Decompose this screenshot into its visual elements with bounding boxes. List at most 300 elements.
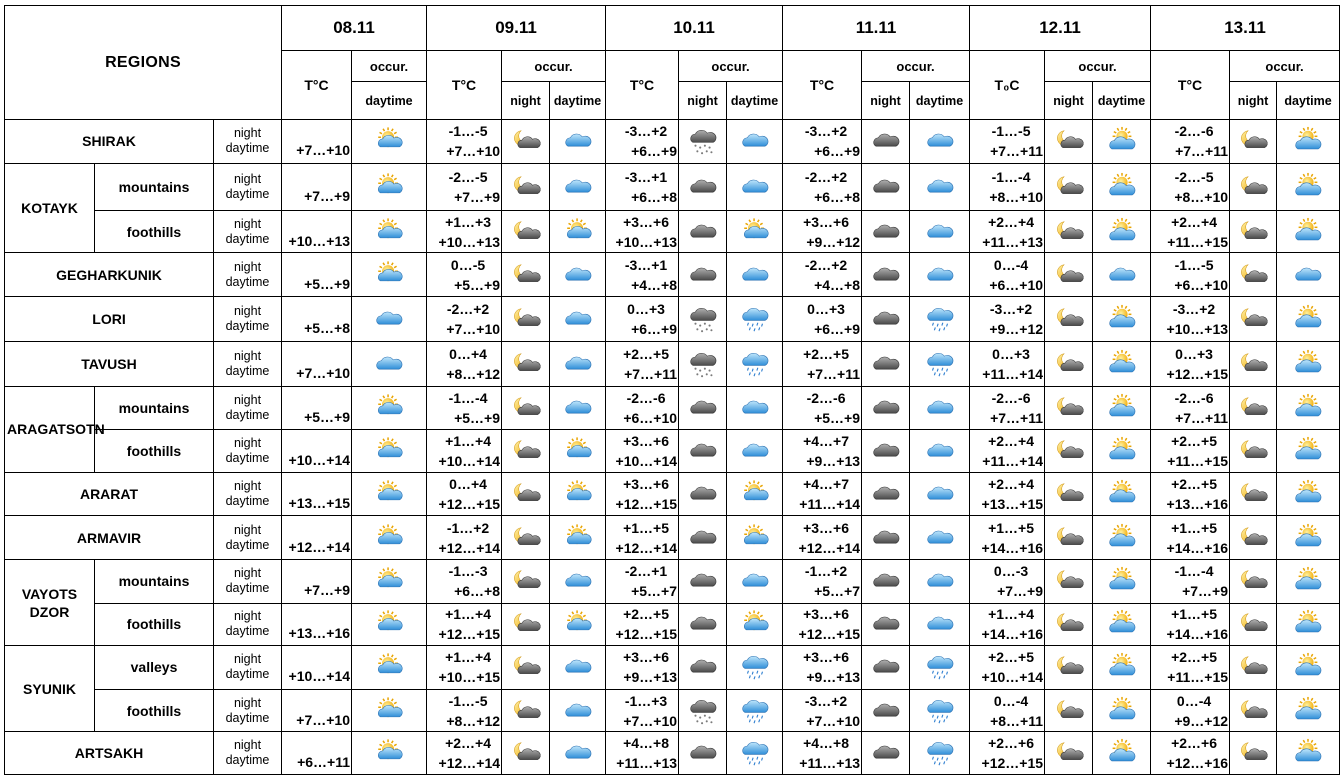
- icon-cell: [910, 342, 970, 387]
- subregion-name: mountains: [95, 559, 214, 603]
- forecast-table: [4, 5, 1340, 775]
- moon-cloud-icon: [1230, 217, 1276, 247]
- cloud-sun-icon: [1277, 349, 1339, 379]
- daytime-label: daytime: [225, 407, 270, 422]
- day-temp: +7…+11: [1175, 143, 1229, 160]
- moon-cloud-icon: [502, 566, 549, 596]
- day-temp: +12…+15: [798, 626, 861, 643]
- cloud-dark-icon: [862, 393, 909, 423]
- icon-cell: [910, 559, 970, 603]
- snow-cloud-icon: [679, 126, 726, 156]
- temp-header-5: T°C: [1151, 51, 1230, 120]
- icon-cell: [727, 211, 783, 253]
- icon-cell: [862, 603, 910, 646]
- icon-cell: [1277, 689, 1340, 732]
- night-temp: -3…+2: [804, 692, 848, 709]
- rain-cloud-icon: [910, 349, 969, 379]
- icon-cell: [352, 297, 427, 342]
- icon-cell: [727, 252, 783, 297]
- temp-cell: [282, 342, 352, 387]
- icon-cell: [1277, 516, 1340, 560]
- cloud-dark-icon: [679, 523, 726, 553]
- icon-cell: [352, 120, 427, 164]
- temp-cell: [282, 516, 352, 560]
- icon-cell: [550, 386, 606, 430]
- day-temp: +11…+15: [1167, 233, 1229, 250]
- icon-cell: [679, 646, 727, 690]
- night-label: night: [233, 304, 262, 319]
- cloud-sun-icon: [1277, 566, 1339, 596]
- moon-cloud-icon: [1045, 217, 1092, 247]
- moon-cloud-icon: [1230, 304, 1276, 334]
- temp-cell: [282, 603, 352, 646]
- date-header-4: 12.11: [970, 6, 1151, 51]
- day-temp: +11…+14: [982, 365, 1044, 382]
- night-temp: +2…+5: [623, 345, 669, 362]
- icon-cell: [1045, 252, 1093, 297]
- cloud-sun-icon: [1093, 652, 1150, 682]
- temp-cell: [783, 689, 862, 732]
- occur-header-4: occur.: [1045, 51, 1151, 82]
- temp-cell: [427, 559, 502, 603]
- icon-cell: [1230, 120, 1277, 164]
- temp-cell: [282, 120, 352, 164]
- cloud-sun-icon: [1277, 652, 1339, 682]
- night-temp: 0…+3: [992, 345, 1030, 362]
- day-temp: +6…+10: [1174, 276, 1229, 293]
- cloud-blue-icon: [550, 696, 605, 726]
- temp-cell: [606, 120, 679, 164]
- icon-cell: [727, 472, 783, 516]
- day-temp: +12…+14: [288, 538, 351, 555]
- subregion-name: foothills: [95, 689, 214, 732]
- day-temp: +12…+14: [438, 539, 501, 556]
- day-temp: +7…+11: [990, 409, 1044, 426]
- icon-cell: [910, 297, 970, 342]
- icon-cell: [502, 297, 550, 342]
- night-daytime-label: [214, 120, 282, 164]
- temp-cell: [783, 430, 862, 473]
- icon-cell: [1230, 603, 1277, 646]
- cloud-blue-icon: [550, 172, 605, 202]
- temp-cell: [783, 120, 862, 164]
- rain-cloud-icon: [910, 696, 969, 726]
- cloud-sun-icon: [1277, 696, 1339, 726]
- icon-cell: [1230, 689, 1277, 732]
- icon-cell: [502, 163, 550, 211]
- cloud-blue-icon: [727, 393, 782, 423]
- icon-cell: [1277, 732, 1340, 775]
- day-temp: +14…+16: [981, 626, 1044, 643]
- table-row: [5, 689, 1340, 732]
- day-temp: +11…+13: [799, 755, 861, 772]
- temp-header-3: T°C: [783, 51, 862, 120]
- forecast-body: [5, 120, 1340, 775]
- night-temp: +2…+4: [988, 433, 1034, 449]
- cloud-dark-icon: [679, 566, 726, 596]
- icon-cell: [550, 342, 606, 387]
- night-temp: 0…-4: [993, 692, 1029, 709]
- moon-cloud-icon: [1045, 696, 1092, 726]
- subregion-name: mountains: [95, 163, 214, 211]
- rain-cloud-icon: [910, 304, 969, 334]
- day-temp: +5…+9: [304, 275, 351, 292]
- night-temp: +1…+4: [445, 433, 491, 449]
- icon-cell: [679, 516, 727, 560]
- cloud-dark-icon: [862, 479, 909, 509]
- daytime-label: daytime: [225, 274, 270, 289]
- daytime-label: daytime: [225, 624, 270, 639]
- temp-cell: [282, 646, 352, 690]
- day-temp: +12…+14: [615, 539, 678, 556]
- day-temp: +10…+13: [438, 233, 501, 250]
- day-temp: +6…+9: [814, 143, 861, 160]
- night-daytime-label: [214, 472, 282, 516]
- night-label: night: [233, 738, 262, 753]
- cloud-blue-icon: [550, 652, 605, 682]
- icon-cell: [1093, 120, 1151, 164]
- daytime-label: daytime: [225, 753, 270, 768]
- moon-cloud-icon: [1045, 393, 1092, 423]
- temp-cell: [783, 516, 862, 560]
- icon-cell: [1045, 163, 1093, 211]
- night-temp: -1…+2: [446, 519, 490, 536]
- icon-cell: [502, 732, 550, 775]
- night-temp: -3…+2: [804, 123, 848, 140]
- night-temp: -2…+2: [804, 256, 848, 273]
- icon-cell: [1093, 297, 1151, 342]
- cloud-sun-icon: [1277, 738, 1339, 768]
- night-label: night: [233, 609, 262, 624]
- day-temp: +10…+14: [981, 669, 1044, 686]
- icon-cell: [910, 603, 970, 646]
- cloud-sun-icon: [1277, 479, 1339, 509]
- night-label: night: [233, 259, 262, 274]
- icon-cell: [1277, 646, 1340, 690]
- temp-cell: [970, 516, 1045, 560]
- icon-cell: [352, 430, 427, 473]
- cloud-dark-icon: [862, 436, 909, 466]
- moon-cloud-icon: [502, 696, 549, 726]
- cloud-sun-icon: [1093, 436, 1150, 466]
- moon-cloud-icon: [502, 738, 549, 768]
- day-temp: +7…+10: [623, 712, 678, 729]
- temp-cell: [1151, 732, 1230, 775]
- icon-cell: [1093, 252, 1151, 297]
- cloud-blue-icon: [727, 260, 782, 290]
- temp-header-1: T°C: [427, 51, 502, 120]
- sun-cloud-icon: [352, 217, 426, 247]
- icon-cell: [862, 163, 910, 211]
- day-temp: +10…+14: [288, 668, 351, 685]
- temp-cell: [783, 559, 862, 603]
- date-header-1: 09.11: [427, 6, 606, 51]
- night-temp: -1…-5: [1174, 256, 1214, 273]
- night-temp: 0…+4: [449, 345, 487, 362]
- night-daytime-label: [214, 689, 282, 732]
- date-header-3: 11.11: [783, 6, 970, 51]
- night-temp: +3…+6: [803, 519, 849, 536]
- temp-cell: [427, 163, 502, 211]
- icon-cell: [1093, 603, 1151, 646]
- icon-cell: [352, 211, 427, 253]
- region-name: VAYOTS DZOR: [5, 559, 95, 645]
- cloud-dark-icon: [862, 738, 909, 768]
- icon-cell: [727, 689, 783, 732]
- night-temp: +1…+4: [445, 649, 491, 666]
- temp-cell: [1151, 559, 1230, 603]
- cloud-dark-icon: [862, 566, 909, 596]
- region-name: TAVUSH: [5, 342, 214, 387]
- icon-cell: [679, 689, 727, 732]
- cloud-sun-icon: [1093, 304, 1150, 334]
- moon-cloud-icon: [1230, 609, 1276, 639]
- icon-cell: [862, 559, 910, 603]
- icon-cell: [679, 386, 727, 430]
- cloud-dark-icon: [862, 260, 909, 290]
- temp-cell: [606, 472, 679, 516]
- temp-header-0: T°C: [282, 51, 352, 120]
- night-temp: -2…-6: [806, 389, 846, 406]
- cloud-dark-icon: [862, 304, 909, 334]
- night-temp: 0…-4: [1176, 692, 1212, 709]
- night-daytime-label: [214, 163, 282, 211]
- night-temp: -2…+2: [446, 301, 490, 318]
- icon-cell: [1277, 252, 1340, 297]
- temp-cell: [1151, 516, 1230, 560]
- temp-cell: [1151, 689, 1230, 732]
- temp-cell: [282, 559, 352, 603]
- day-temp: +10…+14: [288, 452, 351, 468]
- day-temp: +10…+13: [615, 233, 678, 250]
- temp-cell: [606, 689, 679, 732]
- day-temp: +7…+9: [1182, 583, 1229, 600]
- icon-cell: [862, 386, 910, 430]
- cloud-dark-icon: [862, 652, 909, 682]
- icon-cell: [727, 297, 783, 342]
- cloud-sun-icon: [1277, 393, 1339, 423]
- cloud-blue-icon: [910, 609, 969, 639]
- day-temp: +9…+12: [806, 233, 861, 250]
- night-temp: -1…-4: [448, 389, 488, 406]
- daytime-label: daytime: [225, 710, 270, 725]
- temp-cell: [606, 732, 679, 775]
- cloud-dark-icon: [862, 349, 909, 379]
- temp-cell: [282, 386, 352, 430]
- icon-cell: [550, 211, 606, 253]
- moon-cloud-icon: [1230, 172, 1276, 202]
- night-temp: 0…+4: [449, 476, 487, 493]
- night-label: night: [233, 479, 262, 494]
- cloud-blue-icon: [910, 126, 969, 156]
- night-label: night: [233, 348, 262, 363]
- sun-cloud-icon: [550, 436, 605, 466]
- night-temp: +1…+5: [1171, 519, 1217, 536]
- night-daytime-label: [214, 559, 282, 603]
- night-label: night: [233, 216, 262, 231]
- icon-cell: [1093, 211, 1151, 253]
- temp-cell: [427, 297, 502, 342]
- icon-cell: [910, 120, 970, 164]
- cloud-blue-icon: [727, 566, 782, 596]
- icon-cell: [352, 689, 427, 732]
- night-temp: 0…-3: [993, 563, 1029, 580]
- sun-cloud-icon: [352, 126, 426, 156]
- icon-cell: [1230, 430, 1277, 473]
- night-temp: +1…+4: [445, 606, 491, 623]
- icon-cell: [1045, 516, 1093, 560]
- icon-cell: [1277, 603, 1340, 646]
- night-temp: +2…+6: [1171, 735, 1217, 752]
- day-temp: +11…+15: [1167, 453, 1229, 469]
- regions-header: REGIONS: [5, 6, 282, 120]
- moon-cloud-icon: [502, 217, 549, 247]
- icon-cell: [1093, 430, 1151, 473]
- temp-cell: [783, 646, 862, 690]
- night-label: night: [233, 126, 262, 141]
- sun-cloud-icon: [352, 566, 426, 596]
- temp-cell: [606, 211, 679, 253]
- region-name: LORI: [5, 297, 214, 342]
- temp-cell: [783, 386, 862, 430]
- temp-cell: [427, 252, 502, 297]
- night-daytime-label: [214, 386, 282, 430]
- table-row: [5, 603, 1340, 646]
- daytime-header-1: daytime: [550, 82, 606, 120]
- icon-cell: [1093, 472, 1151, 516]
- region-name: GEGHARKUNIK: [5, 252, 214, 297]
- icon-cell: [910, 732, 970, 775]
- icon-cell: [550, 120, 606, 164]
- rain-cloud-icon: [727, 652, 782, 682]
- day-temp: +11…+14: [799, 496, 861, 513]
- day-temp: +6…+8: [814, 188, 861, 205]
- icon-cell: [1277, 386, 1340, 430]
- night-temp: +3…+6: [623, 476, 669, 493]
- icon-cell: [1277, 211, 1340, 253]
- cloud-sun-icon: [1093, 479, 1150, 509]
- daytime-header-0: daytime: [352, 82, 427, 120]
- temp-cell: [1151, 252, 1230, 297]
- icon-cell: [352, 342, 427, 387]
- icon-cell: [727, 163, 783, 211]
- sun-cloud-icon: [352, 172, 426, 202]
- icon-cell: [862, 732, 910, 775]
- night-temp: -1…+3: [624, 692, 668, 709]
- temp-cell: [1151, 342, 1230, 387]
- cloud-blue-icon: [1093, 260, 1150, 290]
- sun-cloud-icon: [727, 523, 782, 553]
- night-temp: -1…-5: [448, 692, 488, 709]
- day-temp: +6…+9: [631, 321, 678, 338]
- moon-cloud-icon: [1045, 609, 1092, 639]
- region-name: ARTSAKH: [5, 732, 214, 775]
- night-temp: -1…-3: [448, 563, 488, 580]
- icon-cell: [550, 689, 606, 732]
- icon-cell: [502, 472, 550, 516]
- cloud-dark-icon: [862, 609, 909, 639]
- night-temp: -2…-6: [626, 389, 666, 406]
- icon-cell: [727, 559, 783, 603]
- rain-cloud-icon: [727, 304, 782, 334]
- night-temp: 0…+3: [1175, 345, 1213, 362]
- moon-cloud-icon: [1045, 172, 1092, 202]
- icon-cell: [352, 252, 427, 297]
- night-temp: +1…+5: [623, 519, 669, 536]
- icon-cell: [550, 297, 606, 342]
- daytime-header-4: daytime: [1093, 82, 1151, 120]
- occur-header-5: occur.: [1230, 51, 1340, 82]
- icon-cell: [862, 120, 910, 164]
- table-row: [5, 211, 1340, 253]
- temp-cell: [427, 516, 502, 560]
- day-temp: +12…+14: [438, 755, 501, 772]
- temp-cell: [606, 603, 679, 646]
- temp-cell: [606, 516, 679, 560]
- icon-cell: [1277, 342, 1340, 387]
- night-temp: -2…-6: [991, 389, 1031, 406]
- temp-cell: [282, 430, 352, 473]
- cloud-dark-icon: [862, 696, 909, 726]
- icon-cell: [1277, 163, 1340, 211]
- temp-cell: [1151, 297, 1230, 342]
- temp-cell: [970, 603, 1045, 646]
- day-temp: +7…+10: [446, 321, 501, 338]
- night-temp: 0…-5: [450, 256, 486, 273]
- night-temp: -3…+1: [624, 168, 668, 185]
- region-name: KOTAYK: [5, 163, 95, 252]
- day-temp: +10…+14: [438, 453, 501, 469]
- icon-cell: [679, 120, 727, 164]
- night-label: night: [233, 695, 262, 710]
- cloud-sun-icon: [1093, 523, 1150, 553]
- cloud-dark-icon: [679, 738, 726, 768]
- table-row: [5, 430, 1340, 473]
- temp-cell: [282, 211, 352, 253]
- night-label: night: [233, 171, 262, 186]
- day-temp: +5…+9: [454, 409, 501, 426]
- moon-cloud-icon: [1230, 260, 1276, 290]
- day-temp: +8…+10: [989, 188, 1044, 205]
- date-header-5: 13.11: [1151, 6, 1340, 51]
- cloud-blue-icon: [910, 479, 969, 509]
- temp-cell: [606, 430, 679, 473]
- cloud-sun-icon: [1093, 393, 1150, 423]
- moon-cloud-icon: [502, 609, 549, 639]
- icon-cell: [910, 252, 970, 297]
- sun-cloud-icon: [352, 609, 426, 639]
- sun-cloud-icon: [352, 652, 426, 682]
- icon-cell: [727, 516, 783, 560]
- cloud-sun-icon: [1093, 172, 1150, 202]
- icon-cell: [910, 516, 970, 560]
- day-temp: +12…+15: [1166, 365, 1229, 382]
- day-temp: +10…+13: [1166, 321, 1229, 338]
- subregion-name: foothills: [95, 603, 214, 646]
- day-temp: +6…+11: [297, 754, 351, 771]
- day-temp: +11…+13: [616, 755, 678, 772]
- daytime-label: daytime: [225, 363, 270, 378]
- icon-cell: [352, 646, 427, 690]
- icon-cell: [1277, 559, 1340, 603]
- icon-cell: [352, 516, 427, 560]
- icon-cell: [1277, 297, 1340, 342]
- icon-cell: [1093, 732, 1151, 775]
- cloud-dark-icon: [862, 217, 909, 247]
- table-row: [5, 559, 1340, 603]
- night-temp: -2…-5: [1174, 168, 1214, 185]
- temp-cell: [427, 211, 502, 253]
